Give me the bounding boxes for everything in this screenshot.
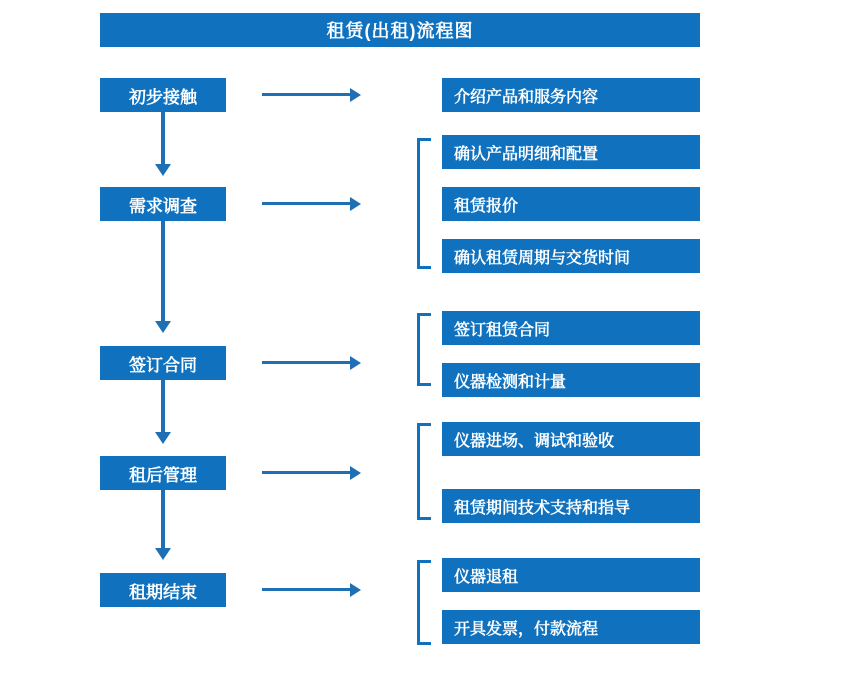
detail-box-8[interactable]: 租赁期间技术支持和指导 (442, 489, 700, 523)
horizontal-connector-1 (262, 93, 350, 96)
stage-box-5[interactable]: 租期结束 (100, 573, 226, 607)
vertical-connector-3 (161, 380, 165, 432)
vertical-arrow-4 (155, 548, 171, 560)
group-bracket-3 (417, 313, 431, 386)
vertical-arrow-3 (155, 432, 171, 444)
vertical-arrow-2 (155, 321, 171, 333)
stage-box-2[interactable]: 需求调查 (100, 187, 226, 221)
vertical-arrow-1 (155, 164, 171, 176)
group-bracket-5 (417, 560, 431, 645)
vertical-connector-4 (161, 490, 165, 548)
stage-box-1[interactable]: 初步接触 (100, 78, 226, 112)
detail-box-6[interactable]: 仪器检测和计量 (442, 363, 700, 397)
vertical-connector-2 (161, 221, 165, 321)
stage-box-4[interactable]: 租后管理 (100, 456, 226, 490)
horizontal-arrow-1 (350, 88, 361, 102)
horizontal-connector-3 (262, 361, 350, 364)
detail-box-2[interactable]: 确认产品明细和配置 (442, 135, 700, 169)
vertical-connector-1 (161, 112, 165, 164)
detail-box-9[interactable]: 仪器退租 (442, 558, 700, 592)
detail-box-3[interactable]: 租赁报价 (442, 187, 700, 221)
horizontal-arrow-5 (350, 583, 361, 597)
page-title: 租赁(出租)流程图 (100, 13, 700, 47)
detail-box-1[interactable]: 介绍产品和服务内容 (442, 78, 700, 112)
detail-box-7[interactable]: 仪器进场、调试和验收 (442, 422, 700, 456)
horizontal-arrow-3 (350, 356, 361, 370)
horizontal-arrow-4 (350, 466, 361, 480)
detail-box-5[interactable]: 签订租赁合同 (442, 311, 700, 345)
detail-box-10[interactable]: 开具发票，付款流程 (442, 610, 700, 644)
horizontal-arrow-2 (350, 197, 361, 211)
horizontal-connector-5 (262, 588, 350, 591)
group-bracket-2 (417, 138, 431, 269)
group-bracket-4 (417, 423, 431, 520)
stage-box-3[interactable]: 签订合同 (100, 346, 226, 380)
horizontal-connector-2 (262, 202, 350, 205)
detail-box-4[interactable]: 确认租赁周期与交货时间 (442, 239, 700, 273)
horizontal-connector-4 (262, 471, 350, 474)
